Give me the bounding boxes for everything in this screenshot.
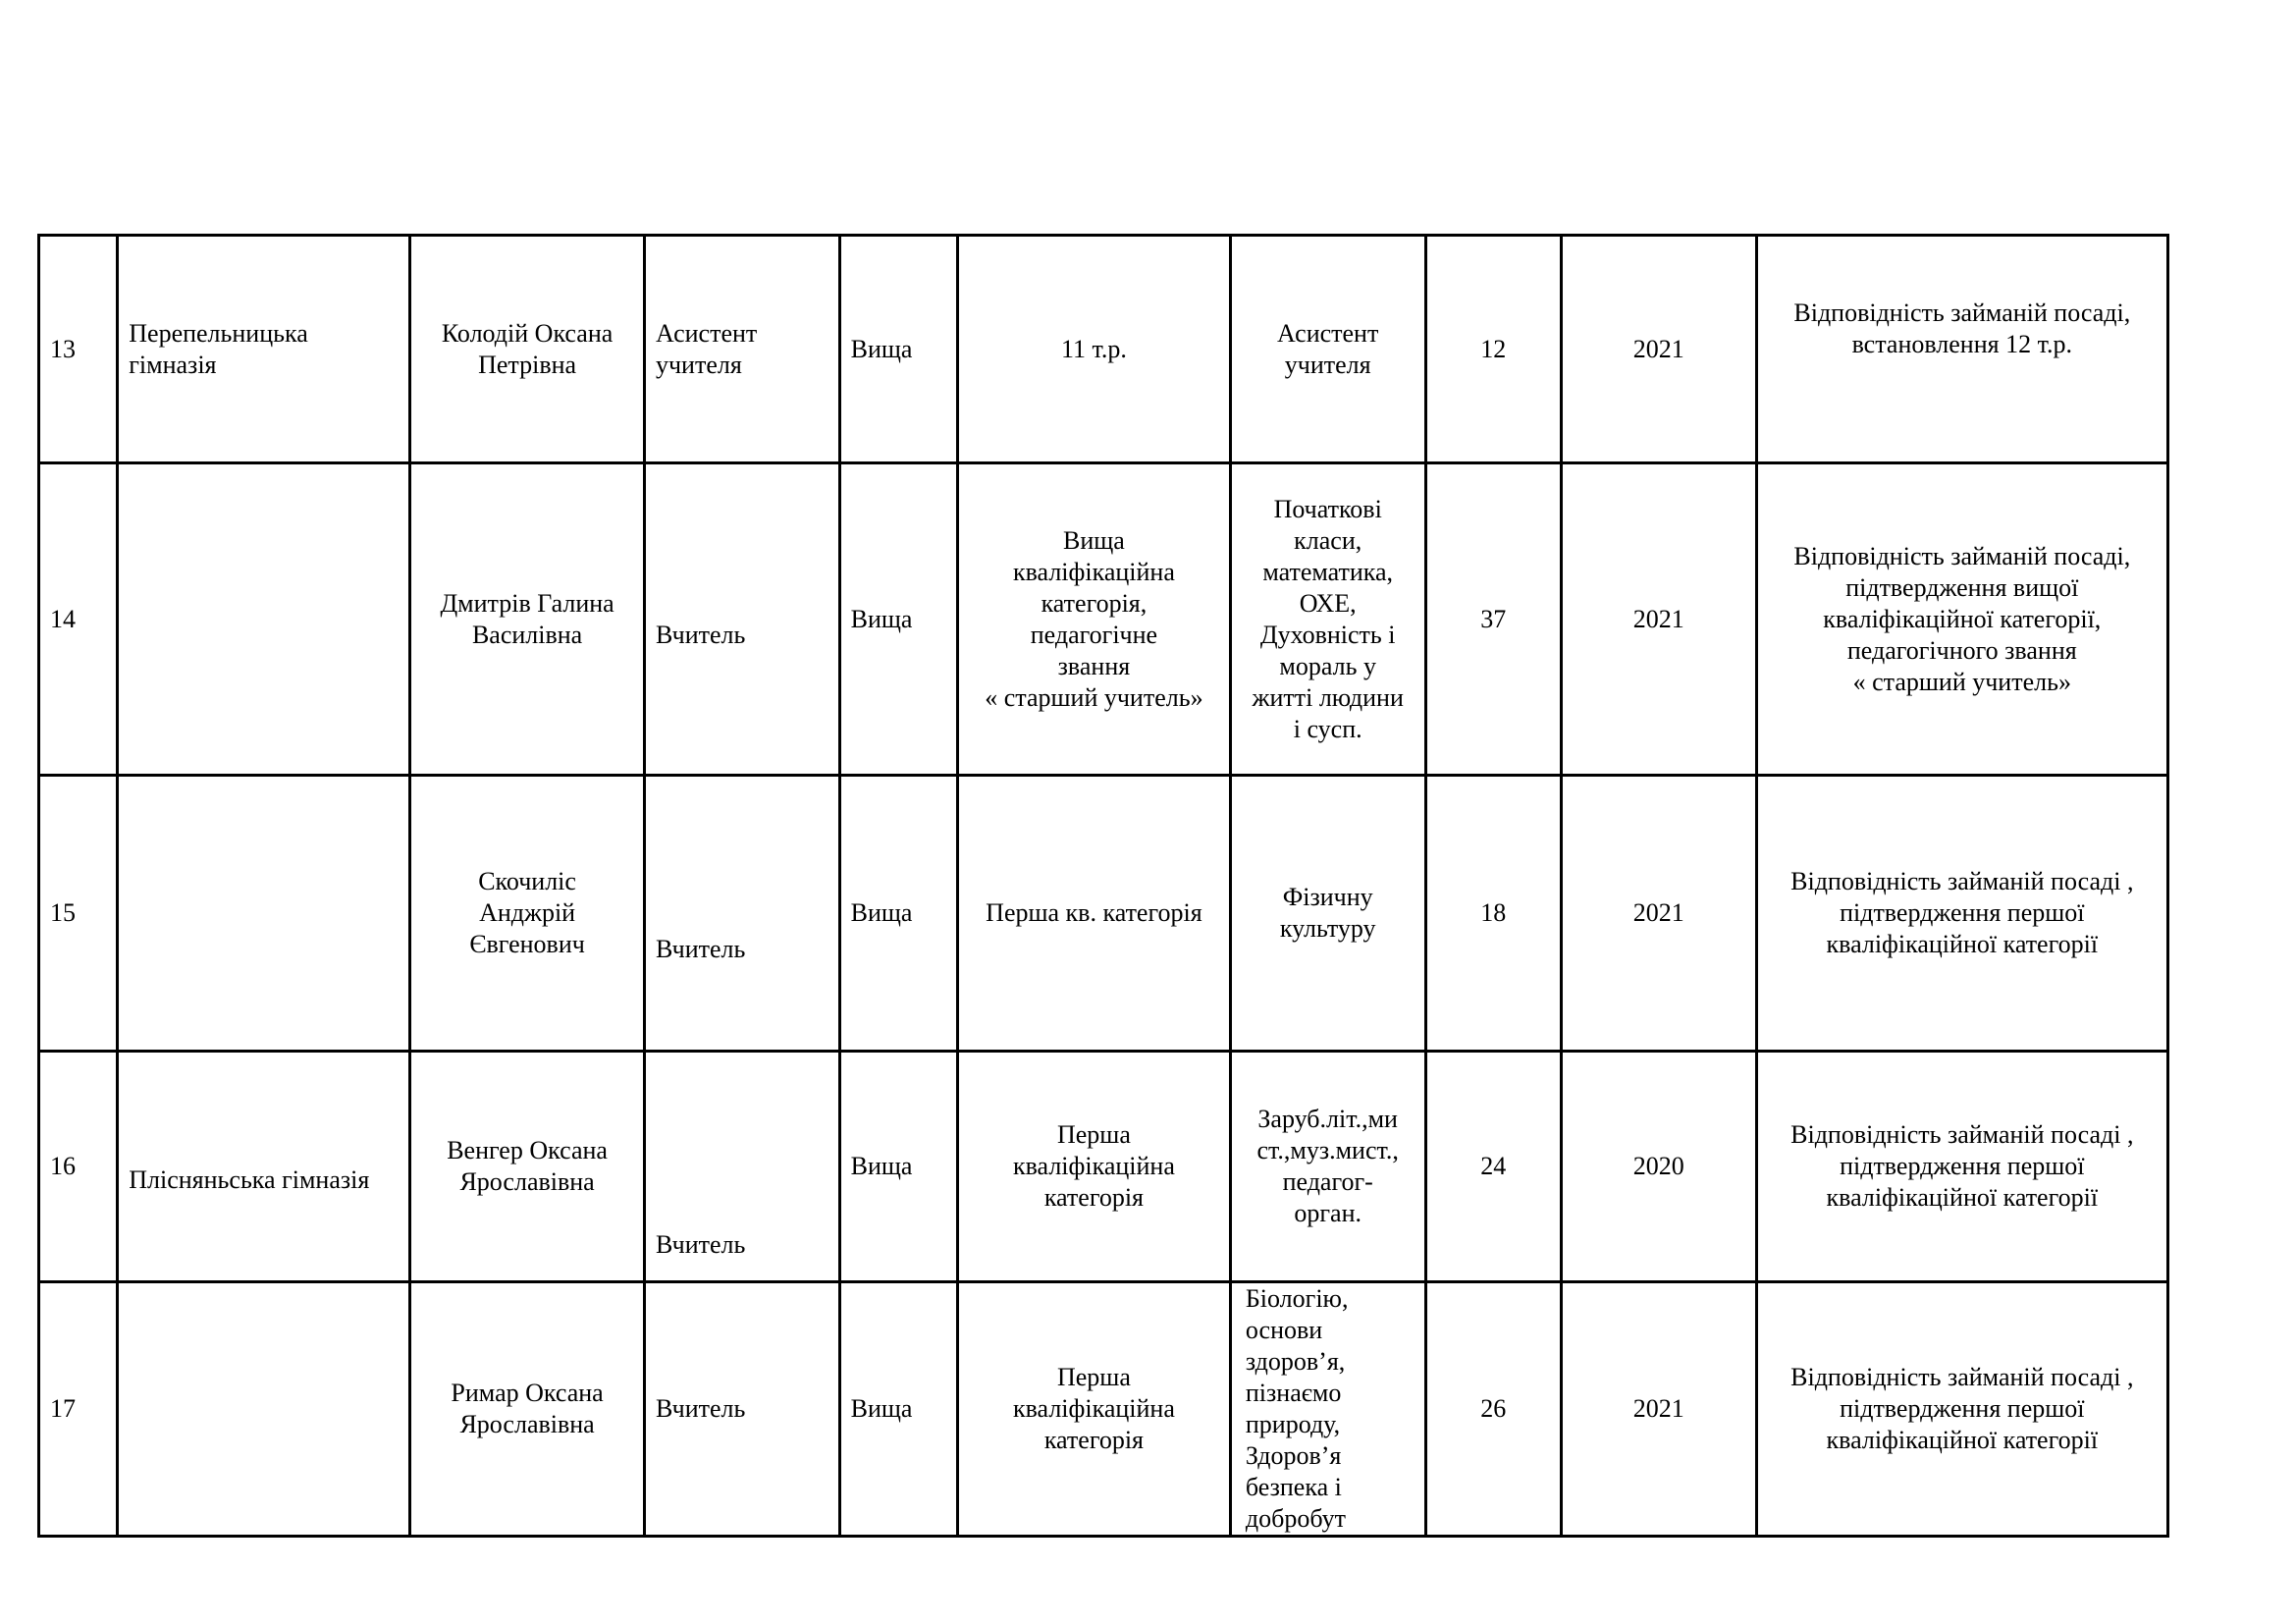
teacher-name-cell (410, 236, 645, 463)
attestation-result-cell (1756, 463, 2167, 776)
attestation-result-cell (1756, 776, 2167, 1052)
teacher-name-line: Скочиліс (478, 867, 576, 895)
row-number: 15 (50, 898, 76, 927)
teacher-name-line: Ярославівна (459, 1167, 595, 1196)
teaching-experience-cell (1425, 463, 1561, 776)
attestation-result-line: Відповідність займаній посаді, (1793, 541, 2131, 570)
attestation-year: 2021 (1632, 334, 1684, 363)
teaching-experience: 26 (1480, 1394, 1507, 1423)
teacher-name-cell (410, 1052, 645, 1282)
attestation-year-cell (1561, 463, 1756, 776)
subject-taught-cell (1230, 776, 1425, 1052)
education-level-cell (839, 1282, 957, 1537)
school-name-cell (118, 463, 410, 776)
education-level-cell (839, 776, 957, 1052)
subject-taught-cell (1230, 463, 1425, 776)
school-name-cell (118, 236, 410, 463)
attestation-result-line: Відповідність займаній посаді , (1790, 1363, 2134, 1391)
qualification-category-cell (957, 1282, 1230, 1537)
teacher-position-line: Вчитель (655, 935, 746, 963)
teaching-experience-cell (1425, 1282, 1561, 1537)
education-level: Вища (850, 1152, 913, 1180)
qualification-category-line: Перша (1056, 1120, 1131, 1149)
qualification-category-cell (957, 776, 1230, 1052)
row-number: 17 (50, 1394, 76, 1423)
attestation-year: 2021 (1632, 898, 1684, 927)
subject-taught-line: класи, (1294, 525, 1362, 555)
education-level-cell (839, 463, 957, 776)
subject-taught-line: математика, (1262, 557, 1394, 586)
subject-taught-line: добробут (1245, 1504, 1346, 1533)
teacher-position-cell (644, 463, 839, 776)
subject-taught-line: Асистент (1277, 318, 1379, 348)
attestation-result-line: Відповідність займаній посаді, (1793, 298, 2131, 327)
qualification-category-line: категорія (1043, 1426, 1145, 1454)
attestation-result-line: підтвердження першої (1840, 898, 2085, 927)
subject-taught-line: Фізичну (1282, 883, 1373, 911)
teacher-name-cell (410, 1282, 645, 1537)
subject-taught-line: природу, (1245, 1410, 1341, 1438)
row-number: 16 (50, 1152, 76, 1180)
education-level: Вища (850, 1394, 913, 1423)
education-level: Вища (850, 604, 913, 633)
education-level-cell (839, 236, 957, 463)
attestation-result-line: кваліфікаційної категорії (1826, 1183, 2099, 1212)
school-name-cell (118, 776, 410, 1052)
attestation-result-line: підтвердження вищої (1845, 572, 2079, 602)
subject-taught-line: пізнаємо (1245, 1379, 1342, 1407)
qualification-category-cell (957, 236, 1230, 463)
table-row (39, 463, 2168, 776)
teacher-name-line: Колодій Оксана (441, 318, 614, 348)
school-name-line: Плісняньська гімназія (129, 1165, 370, 1194)
teacher-name-line: Венгер Оксана (447, 1136, 608, 1164)
school-name-line: Перепельницька (129, 318, 308, 348)
teaching-experience-cell (1425, 236, 1561, 463)
teacher-position-cell (644, 776, 839, 1052)
attestation-year-cell (1561, 236, 1756, 463)
teacher-name-cell (410, 776, 645, 1052)
teacher-name-line: Римар Оксана (451, 1379, 604, 1407)
subject-taught-line: основи (1245, 1316, 1323, 1344)
attestation-result-cell (1756, 1052, 2167, 1282)
school-name-line: гімназія (129, 350, 217, 379)
attestation-year: 2021 (1632, 1394, 1684, 1423)
attestation-result-line: кваліфікаційної категорії, (1823, 604, 2102, 633)
teacher-name-line: Ярославівна (459, 1410, 595, 1438)
attestation-result-line: Відповідність займаній посаді , (1790, 867, 2134, 895)
subject-taught-line: культуру (1279, 914, 1376, 943)
attestation-result-cell (1756, 1282, 2167, 1537)
row-number-cell (39, 463, 118, 776)
qualification-category-line: Перша (1056, 1363, 1131, 1391)
attestation-year-cell (1561, 1052, 1756, 1282)
attestation-result-line: кваліфікаційної категорії (1826, 1426, 2099, 1454)
attestation-result-line: підтвердження першої (1840, 1394, 2085, 1423)
table-row (39, 1282, 2168, 1537)
attestation-result-line: Відповідність займаній посаді , (1790, 1120, 2134, 1149)
qualification-category-line: кваліфікаційна (1012, 1394, 1175, 1423)
table-row (39, 1052, 2168, 1282)
subject-taught-line: і сусп. (1293, 714, 1362, 743)
education-level-cell (839, 1052, 957, 1282)
teacher-name-line: Анджрій (479, 898, 576, 927)
row-number: 13 (50, 334, 76, 363)
teacher-position-line: учителя (655, 350, 742, 379)
subject-taught-line: Здоров’я (1245, 1441, 1342, 1470)
qualification-category-line: Перша кв. категорія (986, 898, 1202, 927)
subject-taught-line: Біологію, (1245, 1284, 1349, 1313)
qualification-category-line: педагогічне (1030, 620, 1158, 649)
subject-taught-line: мораль у (1279, 651, 1376, 680)
subject-taught-line: ОХЕ, (1299, 588, 1357, 618)
teacher-position-cell (644, 1052, 839, 1282)
teacher-name-line: Петрівна (478, 350, 577, 379)
teacher-name-line: Дмитрів Галина (440, 588, 614, 618)
qualification-category-cell (957, 463, 1230, 776)
table-row (39, 776, 2168, 1052)
qualification-category-line: категорія, (1041, 588, 1148, 618)
teaching-experience: 18 (1480, 898, 1507, 927)
teacher-position-cell (644, 1282, 839, 1537)
qualification-category-line: кваліфікаційна (1012, 557, 1175, 586)
qualification-category-line: звання (1057, 651, 1131, 680)
attestation-year: 2020 (1632, 1152, 1684, 1180)
staff-attestation-table (37, 234, 2169, 1538)
qualification-category-cell (957, 1052, 1230, 1282)
teaching-experience: 37 (1480, 604, 1507, 633)
school-name-cell (118, 1052, 410, 1282)
qualification-category-line: Вища (1063, 525, 1125, 555)
teacher-position-line: Вчитель (655, 1230, 746, 1259)
teacher-name-line: Василівна (471, 620, 583, 649)
teacher-name-line: Євгенович (469, 930, 585, 958)
subject-taught-line: ст.,муз.мист., (1256, 1136, 1399, 1164)
subject-taught-line: Початкові (1273, 494, 1382, 523)
teaching-experience-cell (1425, 1052, 1561, 1282)
row-number-cell (39, 1052, 118, 1282)
teacher-position-line: Вчитель (655, 1394, 746, 1423)
qualification-category-line: категорія (1043, 1183, 1145, 1212)
attestation-year: 2021 (1632, 604, 1684, 633)
subject-taught-line: житті людини (1252, 682, 1404, 712)
table-row (39, 236, 2168, 463)
qualification-category-line: кваліфікаційна (1012, 1152, 1175, 1180)
attestation-result-line: педагогічного звання (1846, 635, 2077, 665)
attestation-result-line: « старший учитель» (1852, 667, 2071, 696)
attestation-result-line: встановлення 12 т.р. (1851, 330, 2073, 358)
attestation-result-line: підтвердження першої (1840, 1152, 2085, 1180)
teacher-name-cell (410, 463, 645, 776)
school-name-cell (118, 1282, 410, 1537)
subject-taught-line: безпека і (1245, 1473, 1342, 1501)
subject-taught-line: Духовність і (1259, 620, 1396, 649)
qualification-category-line: 11 т.р. (1060, 334, 1127, 363)
teacher-position-line: Асистент (655, 318, 758, 348)
subject-taught-line: Заруб.літ.,ми (1257, 1105, 1398, 1133)
teaching-experience-cell (1425, 776, 1561, 1052)
subject-taught-cell (1230, 1052, 1425, 1282)
teacher-position-cell (644, 236, 839, 463)
attestation-year-cell (1561, 776, 1756, 1052)
subject-taught-cell (1230, 236, 1425, 463)
teaching-experience: 12 (1480, 334, 1507, 363)
education-level: Вища (850, 898, 913, 927)
qualification-category-line: « старший учитель» (985, 682, 1203, 712)
attestation-year-cell (1561, 1282, 1756, 1537)
attestation-result-cell (1756, 236, 2167, 463)
subject-taught-line: орган. (1294, 1199, 1362, 1227)
row-number-cell (39, 776, 118, 1052)
subject-taught-line: здоров’я, (1245, 1347, 1346, 1376)
subject-taught-line: учителя (1284, 350, 1371, 379)
row-number-cell (39, 1282, 118, 1537)
row-number: 14 (50, 604, 76, 633)
subject-taught-line: педагог- (1282, 1167, 1373, 1196)
teaching-experience: 24 (1480, 1152, 1507, 1180)
teacher-position-line: Вчитель (655, 620, 746, 649)
attestation-result-line: кваліфікаційної категорії (1826, 930, 2099, 958)
subject-taught-cell (1230, 1282, 1425, 1537)
row-number-cell (39, 236, 118, 463)
education-level: Вища (850, 334, 913, 363)
